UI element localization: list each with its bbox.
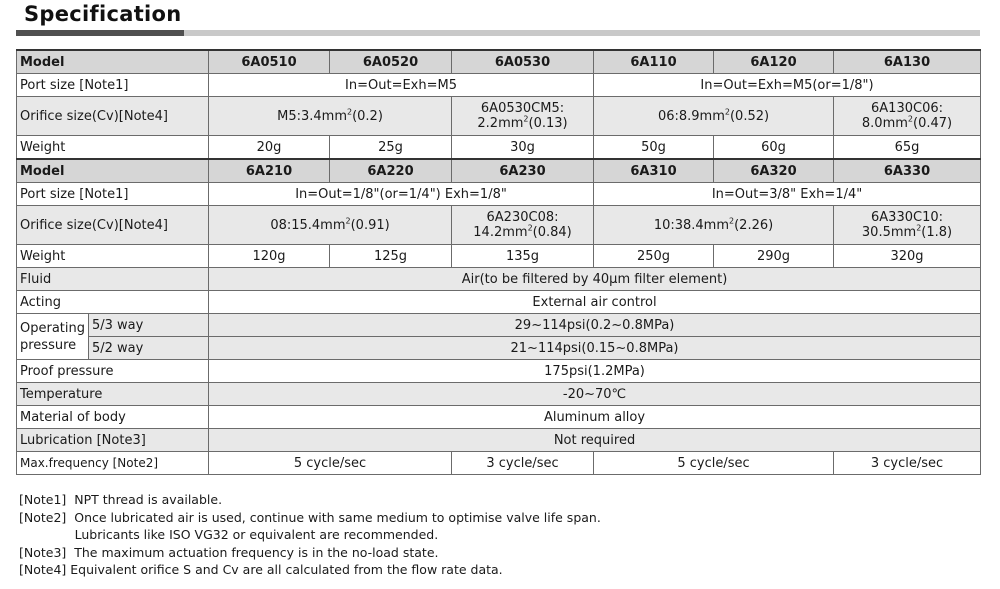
title-underline-light: [184, 30, 980, 36]
weight-value: 320g: [834, 245, 981, 268]
model-cell: 6A310: [594, 159, 714, 183]
page-title: Specification: [24, 2, 182, 26]
orifice-value: $08:15.4mm^2(0.91)$: [209, 206, 452, 245]
model-cell: 6A230: [452, 159, 594, 183]
orifice-value: $10:38.4mm^2(2.26)$: [594, 206, 834, 245]
model-header-row: [17, 159, 981, 183]
model-cell: 6A0530: [452, 50, 594, 74]
orifice-value: 6A130C06: $8.0mm^2(0.47)$: [834, 97, 981, 136]
operating-pressure-row: [17, 314, 981, 337]
orifice-value: $M5:3.4mm^2(0.2)$: [209, 97, 452, 136]
max-frequency-label: Max.frequency [Note2]: [17, 452, 209, 475]
way-label: 5/3 way: [89, 314, 209, 337]
orifice-value: $06:8.9mm^2(0.52)$: [594, 97, 834, 136]
operating-pressure-value: 21~114psi(0.15~0.8MPa): [209, 337, 981, 360]
weight-value: 250g: [594, 245, 714, 268]
frequency-value: 3 cycle/sec: [834, 452, 981, 475]
port-size-value: In=Out=1/8"(or=1/4") Exh=1/8": [209, 183, 594, 206]
model-cell: 6A130: [834, 50, 981, 74]
model-cell: 6A0510: [209, 50, 330, 74]
temperature-row: [17, 383, 981, 406]
proof-pressure-row: [17, 360, 981, 383]
operating-pressure-row: [17, 337, 981, 360]
weight-value: 135g: [452, 245, 594, 268]
port-size-value: In=Out=Exh=M5(or=1/8"): [594, 74, 981, 97]
weight-label: Weight: [17, 245, 209, 268]
way-label: 5/2 way: [89, 337, 209, 360]
material-row: [17, 406, 981, 429]
weight-value: 290g: [714, 245, 834, 268]
acting-value: External air control: [209, 291, 981, 314]
specification-table: [16, 49, 981, 475]
model-cell: 6A110: [594, 50, 714, 74]
frequency-value: 5 cycle/sec: [594, 452, 834, 475]
note-line: [Note4] Equivalent orifice S and Cv are all calculated from the flow rate data.: [19, 562, 503, 578]
model-cell: 6A220: [330, 159, 452, 183]
model-cell: 6A210: [209, 159, 330, 183]
lubrication-label: Lubrication [Note3]: [17, 429, 209, 452]
model-cell: 6A120: [714, 50, 834, 74]
port-size-label: Port size [Note1]: [17, 183, 209, 206]
temperature-label: Temperature: [17, 383, 209, 406]
material-value: Aluminum alloy: [209, 406, 981, 429]
weight-value: 30g: [452, 136, 594, 160]
weight-value: 125g: [330, 245, 452, 268]
port-size-row: [17, 74, 981, 97]
lubrication-row: [17, 429, 981, 452]
material-label: Material of body: [17, 406, 209, 429]
operating-pressure-label: Operating pressure: [17, 314, 89, 360]
model-label: Model: [17, 159, 209, 183]
acting-label: Acting: [17, 291, 209, 314]
weight-value: 60g: [714, 136, 834, 160]
weight-value: 65g: [834, 136, 981, 160]
acting-row: [17, 291, 981, 314]
orifice-value: 6A330C10: $30.5mm^2(1.8)$: [834, 206, 981, 245]
weight-value: 25g: [330, 136, 452, 160]
fluid-label: Fluid: [17, 268, 209, 291]
note-line: [Note3] The maximum actuation frequency is in the no-load state.: [19, 544, 439, 560]
port-size-value: In=Out=3/8" Exh=1/4": [594, 183, 981, 206]
weight-row: [17, 245, 981, 268]
port-size-value: In=Out=Exh=M5: [209, 74, 594, 97]
frequency-value: 5 cycle/sec: [209, 452, 452, 475]
temperature-value: -20~70℃: [209, 383, 981, 406]
orifice-size-row: [17, 97, 981, 136]
model-header-row: [17, 50, 981, 74]
model-cell: 6A0520: [330, 50, 452, 74]
weight-value: 50g: [594, 136, 714, 160]
operating-pressure-value: 29~114psi(0.2~0.8MPa): [209, 314, 981, 337]
note-line: [Note1] NPT thread is available.: [19, 492, 223, 507]
orifice-value: 6A0530CM5: $2.2mm^2(0.13)$: [452, 97, 594, 136]
weight-label: Weight: [17, 136, 209, 160]
port-size-row: [17, 183, 981, 206]
orifice-size-row: [17, 206, 981, 245]
orifice-value: 6A230C08: $14.2mm^2(0.84)$: [452, 206, 594, 245]
note-line: Lubricants like ISO VG32 or equivalent are recommended.: [19, 527, 439, 543]
note-line: [Note2] Once lubricated air is used, continue with same medium to optimise valve life span.: [19, 509, 601, 525]
frequency-value: 3 cycle/sec: [452, 452, 594, 475]
model-label: Model: [17, 50, 209, 74]
proof-pressure-value: 175psi(1.2MPa): [209, 360, 981, 383]
port-size-label: Port size [Note1]: [17, 74, 209, 97]
fluid-value: Air(to be filtered by 40μm filter element): [209, 268, 981, 291]
fluid-row: [17, 268, 981, 291]
lubrication-value: Not required: [209, 429, 981, 452]
model-cell: 6A320: [714, 159, 834, 183]
proof-pressure-label: Proof pressure: [17, 360, 209, 383]
model-cell: 6A330: [834, 159, 981, 183]
weight-value: 20g: [209, 136, 330, 160]
max-frequency-row: [17, 452, 981, 475]
orifice-size-label: Orifice size(Cv)[Note4]: [17, 97, 209, 136]
title-underline-dark: [16, 30, 184, 36]
weight-value: 120g: [209, 245, 330, 268]
orifice-size-label: Orifice size(Cv)[Note4]: [17, 206, 209, 245]
weight-row: [17, 136, 981, 160]
notes: [19, 491, 601, 579]
